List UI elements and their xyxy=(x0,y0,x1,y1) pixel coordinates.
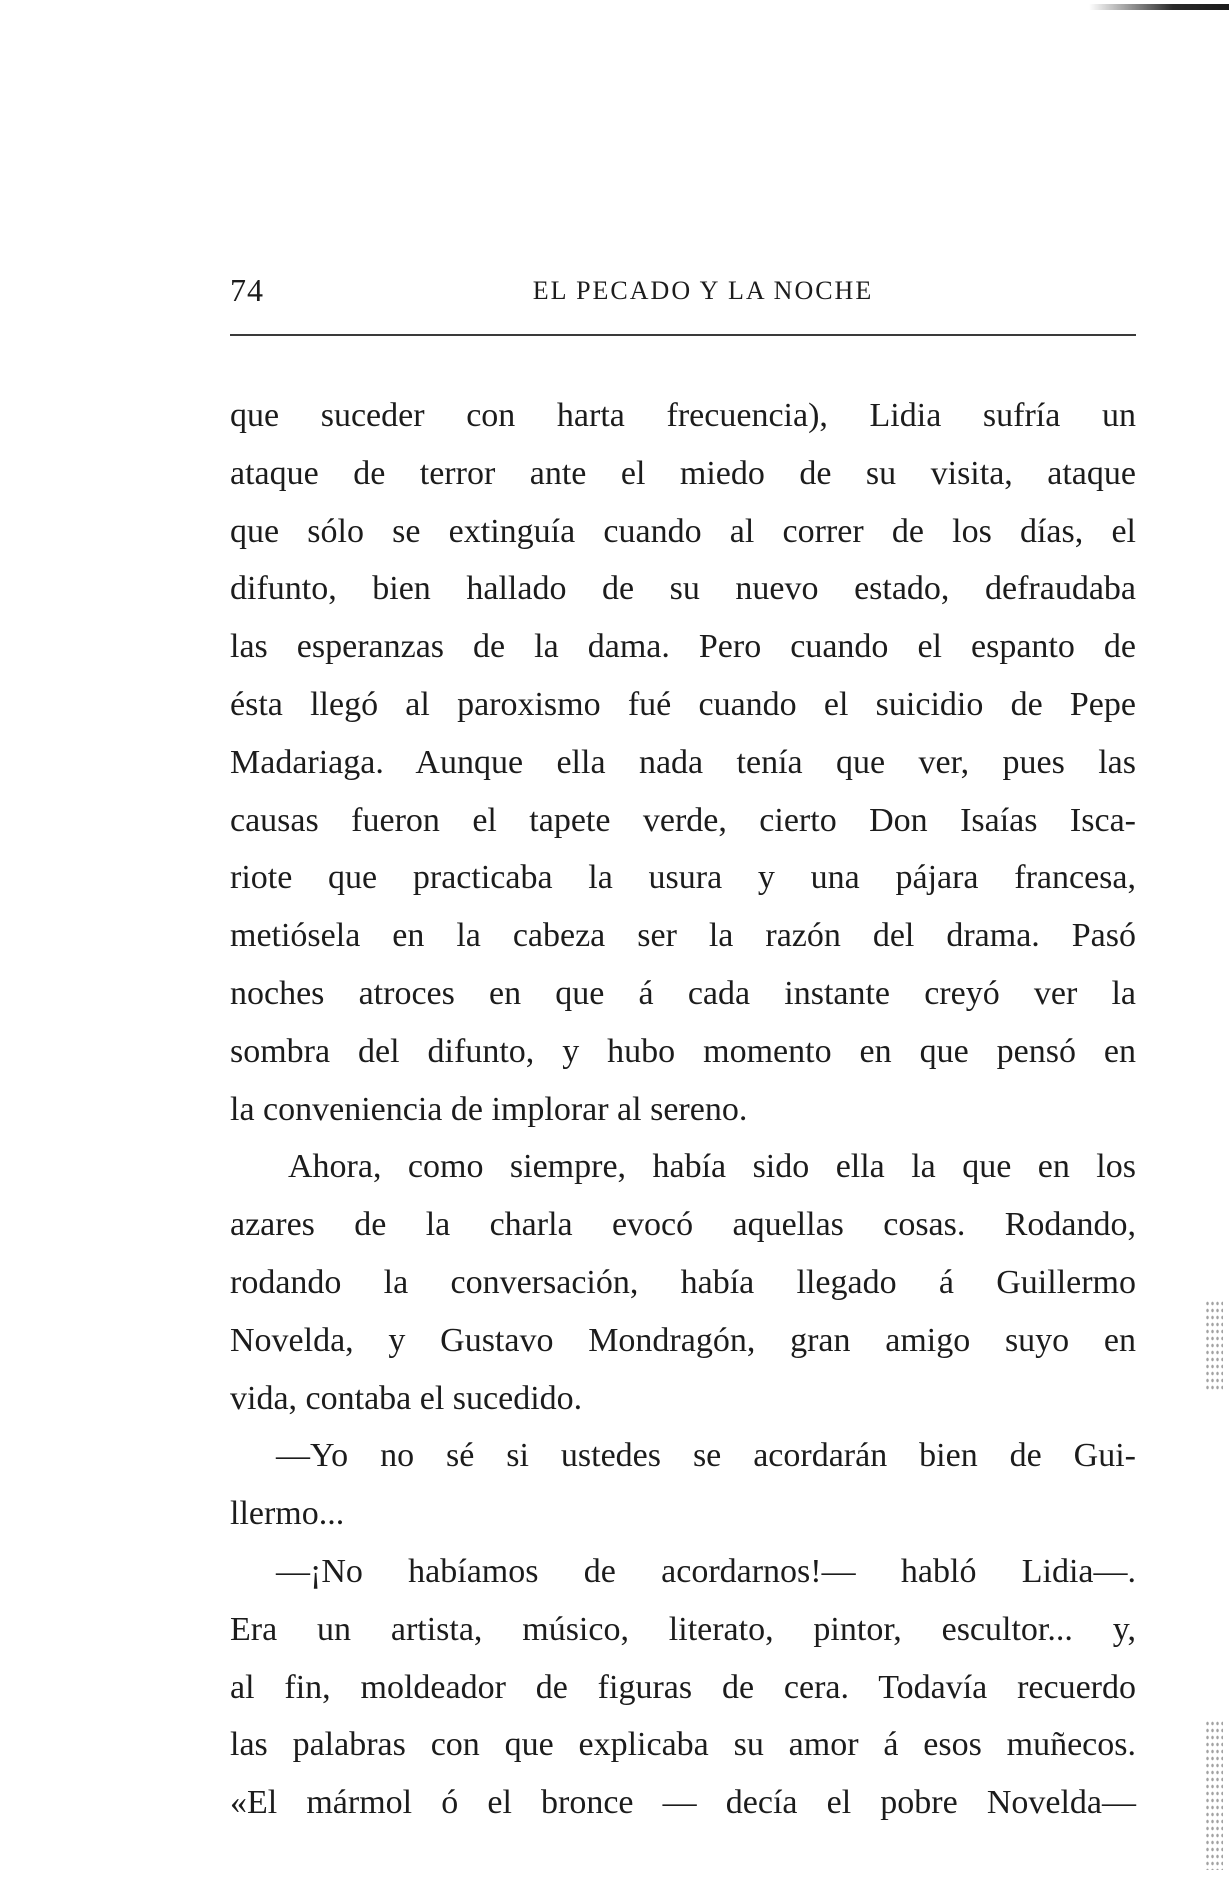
text-line: la conveniencia de implorar al sereno. xyxy=(230,1090,748,1128)
text-line: rodando la conversación, había llegado á Guillermo xyxy=(230,1263,1136,1301)
page-header xyxy=(230,272,1136,318)
text-line: metiósela en la cabeza ser la razón del drama. Pasó xyxy=(230,917,1136,955)
text-line: sombra del difunto, y hubo momento en que pensó en xyxy=(230,1032,1136,1070)
page-number: 74 xyxy=(230,272,264,308)
text-line: Novelda, y Gustavo Mondragón, gran amigo suyo en xyxy=(230,1321,1136,1359)
text-line: Era un artista, músico, literato, pintor, escultor... y, xyxy=(230,1610,1136,1648)
scan-edge-noise xyxy=(1205,1300,1223,1390)
text-line: ésta llegó al paroxismo fué cuando el suicidio de Pepe xyxy=(230,685,1136,723)
text-line: las palabras con que explicaba su amor á esos muñecos. xyxy=(230,1726,1136,1764)
running-title: EL PECADO Y LA NOCHE xyxy=(532,276,874,305)
text-line: —Yo no sé si ustedes se acordarán bien de Gui- xyxy=(276,1437,1136,1475)
text-line: causas fueron el tapete verde, cierto Don Isaías Isca- xyxy=(230,801,1136,839)
text-line: ataque de terror ante el miedo de su visita, ataque xyxy=(230,454,1136,492)
page-body xyxy=(230,387,1136,1832)
text-line: riote que practicaba la usura y una pájara francesa, xyxy=(230,859,1136,897)
text-line: «El mármol ó el bronce — decía el pobre Novelda— xyxy=(230,1784,1136,1822)
text-line: que suceder con harta frecuencia), Lidia sufría un xyxy=(230,397,1136,434)
text-line: noches atroces en que á cada instante creyó ver la xyxy=(230,974,1136,1012)
text-line: Madariaga. Aunque ella nada tenía que ver, pues las xyxy=(230,743,1136,781)
text-line: —¡No habíamos de acordarnos!— habló Lidia—. xyxy=(276,1552,1136,1590)
text-line: Ahora, como siempre, había sido ella la que en los xyxy=(288,1148,1136,1186)
text-line: al fin, moldeador de figuras de cera. Todavía recuerdo xyxy=(230,1668,1136,1706)
text-line: difunto, bien hallado de su nuevo estado, defraudaba xyxy=(230,570,1136,608)
text-line: que sólo se extinguía cuando al correr de los días, el xyxy=(230,512,1136,550)
scan-edge-noise xyxy=(1205,1720,1223,1870)
text-line: azares de la charla evocó aquellas cosas. Rodando, xyxy=(230,1206,1136,1244)
text-line: llermo... xyxy=(230,1495,345,1533)
scan-edge-mark xyxy=(1089,4,1229,10)
text-line: vida, contaba el sucedido. xyxy=(230,1379,583,1417)
text-line: las esperanzas de la dama. Pero cuando el espanto de xyxy=(230,628,1136,666)
header-rule xyxy=(230,334,1136,336)
